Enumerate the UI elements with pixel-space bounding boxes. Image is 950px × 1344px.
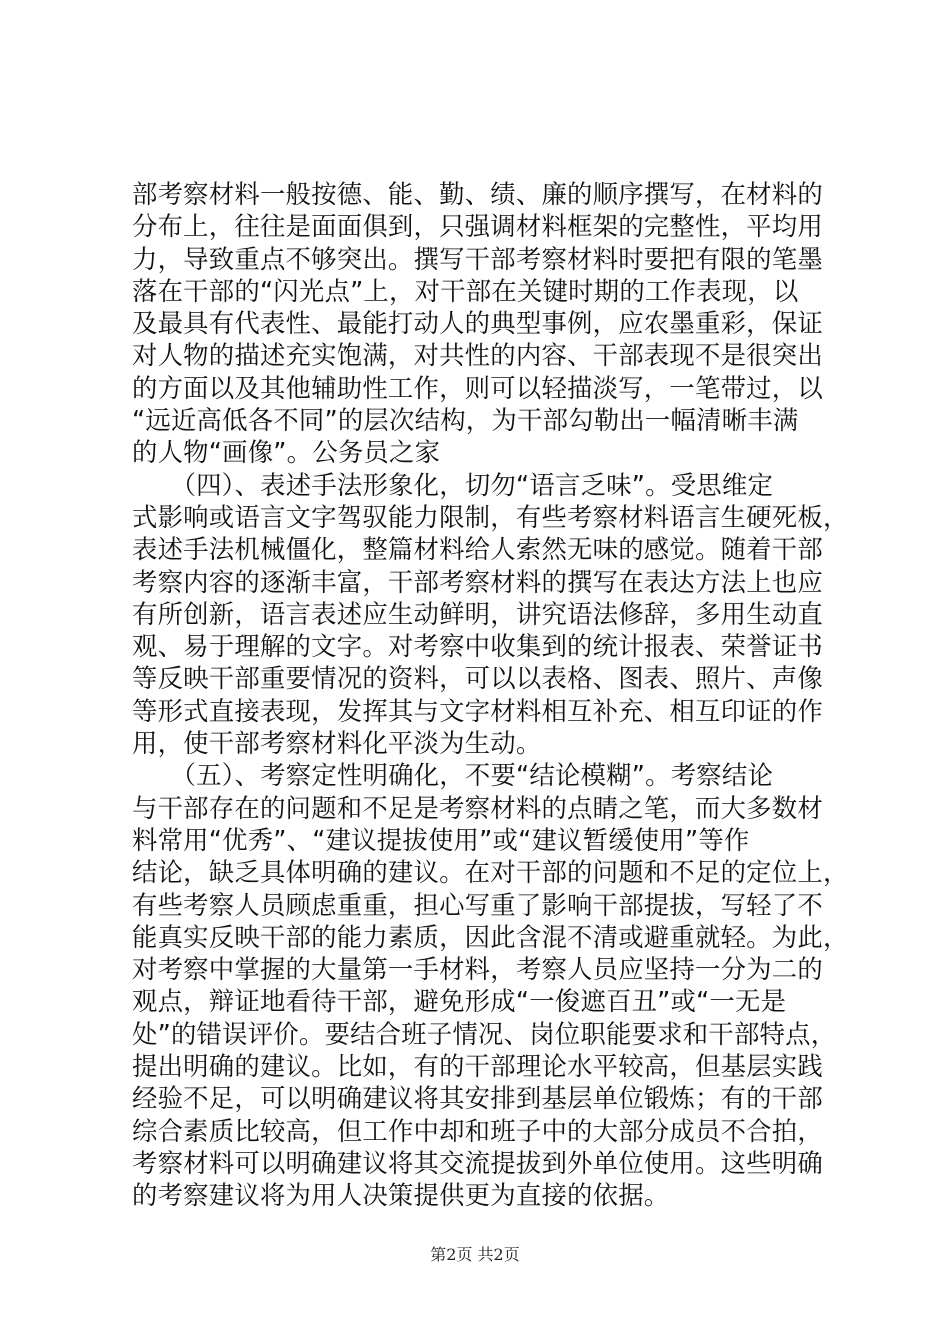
text-line: 的人物“画像”。公务员之家 <box>132 437 441 468</box>
text-line: （五）、考察定性明确化，不要“结论模糊”。考察结论 <box>132 760 774 791</box>
text-line: 等形式直接表现，发挥其与文字材料相互补充、相互印证的作 <box>132 695 823 726</box>
page-footer: 第2页 共2页 <box>430 1245 520 1264</box>
text-line: 表述手法机械僵化，整篇材料给人索然无味的感觉。随着干部 <box>132 534 823 565</box>
text-line: 式影响或语言文字驾驭能力限制，有些考察材料语言生硬死板， <box>132 501 849 532</box>
text-line: 经验不足，可以明确建议将其安排到基层单位锻炼；有的干部 <box>132 1083 823 1114</box>
text-line: 观点，辩证地看待干部，避免形成“一俊遮百丑”或“一无是 <box>132 986 787 1017</box>
text-line: （四）、表述手法形象化，切勿“语言乏味”。受思维定 <box>132 469 774 500</box>
text-line: 观、易于理解的文字。对考察中收集到的统计报表、荣誉证书 <box>132 631 823 662</box>
text-line: 的方面以及其他辅助性工作，则可以轻描淡写，一笔带过，以 <box>132 372 823 403</box>
text-line: 考察材料可以明确建议将其交流提拔到外单位使用。这些明确 <box>132 1147 823 1178</box>
text-line: 的考察建议将为用人决策提供更为直接的依据。 <box>132 1180 670 1211</box>
text-line: 等反映干部重要情况的资料，可以以表格、图表、照片、声像 <box>132 663 823 694</box>
text-line: 与干部存在的问题和不足是考察材料的点睛之笔，而大多数材 <box>132 792 823 823</box>
text-line: 落在干部的“闪光点”上，对干部在关键时期的工作表现，以 <box>132 275 799 306</box>
text-line: 分布上，往往是面面俱到，只强调材料框架的完整性，平均用 <box>132 211 823 242</box>
text-line: 对考察中掌握的大量第一手材料，考察人员应坚持一分为二的 <box>132 954 823 985</box>
text-line: 料常用“优秀”、“建议提拔使用”或“建议暂缓使用”等作 <box>132 824 750 855</box>
text-line: 考察内容的逐渐丰富，干部考察材料的撰写在表达方法上也应 <box>132 566 823 597</box>
text-line: 及最具有代表性、最能打动人的典型事例，应农墨重彩，保证 <box>132 308 823 339</box>
text-line: 能真实反映干部的能力素质，因此含混不清或避重就轻。为此， <box>132 921 849 952</box>
text-line: 用，使干部考察材料化平淡为生动。 <box>132 728 542 759</box>
text-line: “远近高低各不同”的层次结构，为干部勾勒出一幅清晰丰满 <box>132 405 799 436</box>
text-line: 部考察材料一般按德、能、勤、绩、廉的顺序撰写，在材料的 <box>132 179 823 209</box>
text-line: 对人物的描述充实饱满，对共性的内容、干部表现不是很突出 <box>132 340 823 371</box>
text-line: 结论，缺乏具体明确的建议。在对干部的问题和不足的定位上， <box>132 857 849 888</box>
text-line: 力，导致重点不够突出。撰写干部考察材料时要把有限的笔墨 <box>132 243 823 274</box>
text-line: 有所创新，语言表述应生动鲜明，讲究语法修辞，多用生动直 <box>132 598 823 629</box>
text-line: 处”的错误评价。要结合班子情况、岗位职能要求和干部特点， <box>132 1018 837 1049</box>
text-line: 综合素质比较高，但工作中却和班子中的大部分成员不合拍， <box>132 1115 823 1146</box>
text-line: 有些考察人员顾虑重重，担心写重了影响干部提拔，写轻了不 <box>132 889 823 920</box>
body-text <box>132 178 849 1212</box>
text-line: 提出明确的建议。比如，有的干部理论水平较高，但基层实践 <box>132 1051 823 1082</box>
